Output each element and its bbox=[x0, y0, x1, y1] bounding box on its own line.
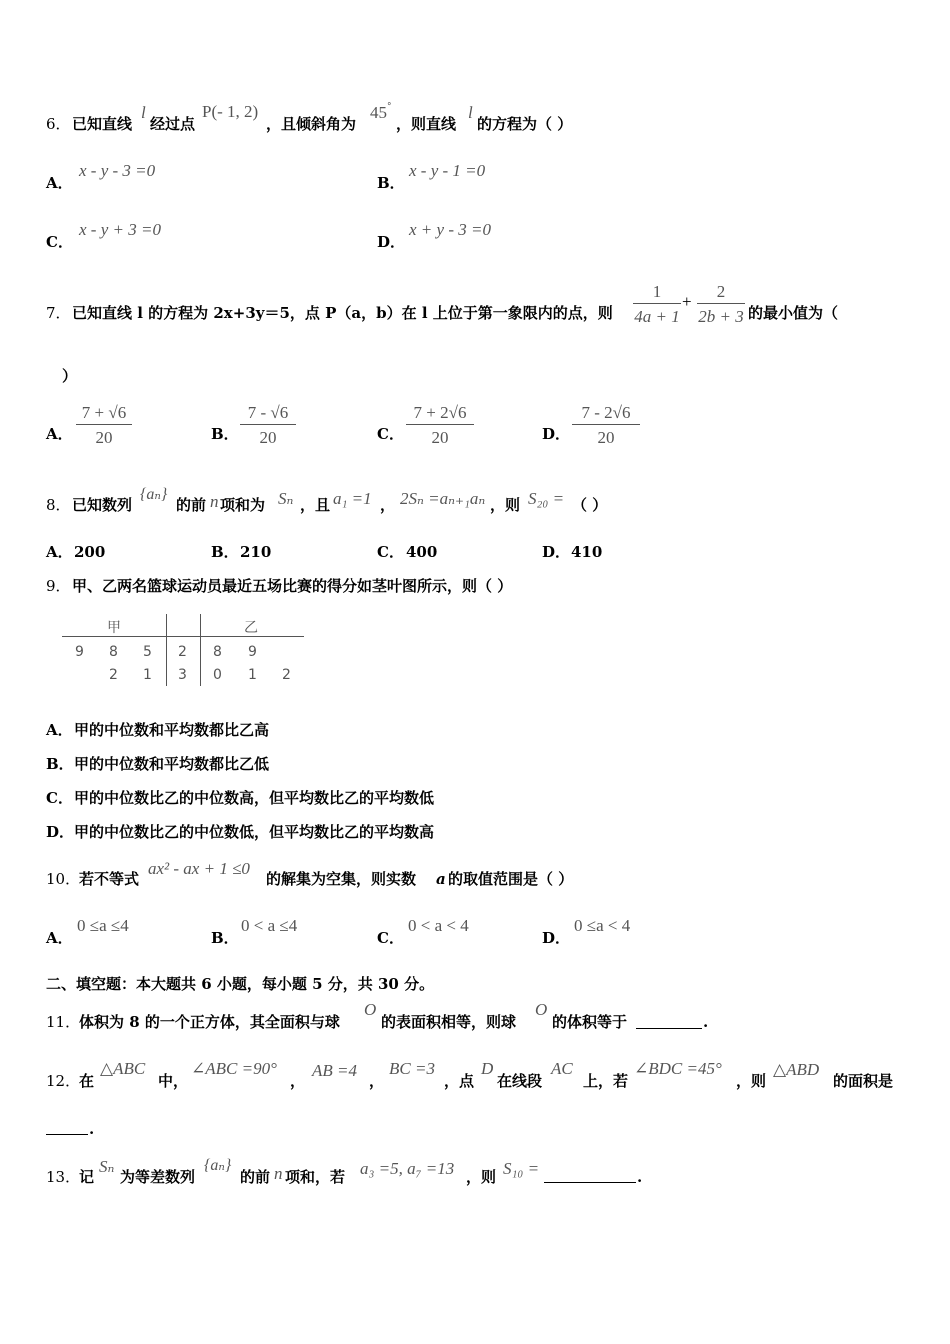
leaf-right: 1 bbox=[248, 667, 257, 683]
q13-text-3: 的前 bbox=[240, 1168, 271, 1186]
q7-option-c-label: C． bbox=[377, 425, 404, 443]
q12-text-2: 中， bbox=[158, 1072, 189, 1090]
plot-divider-right bbox=[200, 614, 201, 686]
fraction-bar bbox=[633, 303, 681, 304]
q7-close-paren: ） bbox=[62, 367, 78, 385]
q13-text-4: 项和，若 bbox=[285, 1168, 346, 1186]
q10-text-2: 的解集为空集，则实数 bbox=[266, 870, 417, 888]
q9-option-c-label: C． bbox=[46, 789, 73, 807]
q13-sequence: {aₙ} bbox=[204, 1157, 232, 1174]
fraction-bar bbox=[697, 303, 745, 304]
q8-option-d-label: D． bbox=[542, 543, 571, 561]
q6-option-b-expr: x - y - 1 =0 bbox=[409, 161, 486, 180]
q6-number: 6． bbox=[46, 115, 71, 133]
q7-option-b-num: 7 - √6 bbox=[247, 403, 289, 422]
fraction-bar bbox=[406, 424, 474, 425]
q7-text: 已知直线 l 的方程为 2x+3y＝5，点 P（a，b）在 l 上位于第一象限内的点，则 bbox=[72, 304, 613, 322]
q13-text-1: 记 bbox=[79, 1168, 95, 1186]
q9-option-b-text: 甲的中位数和平均数都比乙低 bbox=[74, 755, 270, 773]
q9-option-a-text: 甲的中位数和平均数都比乙高 bbox=[74, 721, 270, 739]
q8-n: n bbox=[210, 492, 219, 511]
q7-option-d-frac bbox=[572, 404, 640, 446]
q12-text-7: 的面积是 bbox=[833, 1072, 894, 1090]
q9-number: 9． bbox=[46, 577, 71, 595]
q12-text-1: 在 bbox=[79, 1072, 95, 1090]
q6-option-c-label: C． bbox=[46, 233, 73, 251]
q6-text-2: 经过点 bbox=[150, 115, 196, 133]
q6-text-3: ，且倾斜角为 bbox=[266, 115, 357, 133]
q7-number: 7． bbox=[46, 304, 71, 322]
q12-number: 12． bbox=[46, 1072, 81, 1090]
fraction-bar bbox=[76, 424, 132, 425]
q9-option-d-text: 甲的中位数比乙的中位数低，但平均数比乙的平均数高 bbox=[74, 823, 435, 841]
q9-text: 甲、乙两名篮球运动员最近五场比赛的得分如茎叶图所示，则（ ） bbox=[72, 577, 513, 595]
q9-option-a-label: A． bbox=[46, 721, 73, 739]
q12-d: D bbox=[481, 1059, 494, 1078]
q11-answer-blank[interactable] bbox=[636, 1014, 702, 1029]
q12-triangle: △ABC bbox=[100, 1059, 146, 1078]
q6-angle: 45 bbox=[370, 103, 387, 122]
q12-text-3: ，点 bbox=[444, 1072, 475, 1090]
q7-option-c-frac bbox=[406, 404, 474, 446]
q6-point: P(- 1, 2) bbox=[202, 102, 259, 121]
q10-option-d-label: D． bbox=[542, 929, 571, 947]
q8-relation: 2Sₙ =aₙ₊₁aₙ bbox=[400, 489, 486, 508]
q6-option-d-label: D． bbox=[377, 233, 406, 251]
q13-text-2: 为等差数列 bbox=[120, 1168, 196, 1186]
q9-option-c-text: 甲的中位数比乙的中位数高，但平均数比乙的平均数低 bbox=[74, 789, 435, 807]
q7-option-d-den: 20 bbox=[597, 428, 615, 447]
q6-option-a-label: A． bbox=[46, 174, 73, 192]
q13-s10: S₁₀ = bbox=[503, 1159, 540, 1178]
q8-text-6: （ ） bbox=[572, 496, 608, 514]
leaf-left: 2 bbox=[109, 667, 118, 683]
q7-option-a-den: 20 bbox=[95, 428, 113, 447]
q6-var-l: l bbox=[141, 103, 146, 122]
leaf-right: 8 bbox=[213, 644, 222, 660]
q12-comma-2: ， bbox=[369, 1072, 385, 1090]
q7-fraction-1 bbox=[633, 283, 681, 325]
q12-text-4: 在线段 bbox=[497, 1072, 543, 1090]
q12-angle-abc: ∠ABC =90° bbox=[191, 1059, 277, 1078]
q12-comma-1: ， bbox=[290, 1072, 306, 1090]
q7-option-c-num: 7 + 2√6 bbox=[413, 403, 467, 422]
q12-ac: AC bbox=[551, 1059, 573, 1078]
q7-plus: + bbox=[682, 292, 692, 311]
q7-option-b-label: B． bbox=[211, 425, 239, 443]
leaf-right: 2 bbox=[282, 667, 291, 683]
stem: 3 bbox=[178, 667, 187, 683]
q6-text-5: 的方程为（ ） bbox=[477, 115, 573, 133]
plot-header-right: 乙 bbox=[244, 620, 258, 636]
q11-text-2: 的表面积相等，则球 bbox=[381, 1013, 517, 1031]
q11-number: 11． bbox=[46, 1013, 81, 1031]
q11-text-1: 体积为 8 的一个正方体，其全面积与球 bbox=[79, 1013, 340, 1031]
q7-option-a-num: 7 + √6 bbox=[81, 403, 127, 422]
q7-option-c-den: 20 bbox=[431, 428, 449, 447]
q8-sn: Sₙ bbox=[278, 489, 294, 508]
q12-ab: AB =4 bbox=[312, 1061, 357, 1080]
q6-text-1: 已知直线 bbox=[72, 115, 133, 133]
q7-option-a-frac bbox=[76, 404, 132, 446]
plot-header-left: 甲 bbox=[107, 620, 121, 636]
q10-inequality: ax² - ax + 1 ≤0 bbox=[148, 859, 250, 878]
leaf-left: 5 bbox=[143, 644, 152, 660]
stem: 2 bbox=[178, 644, 187, 660]
q13-end: . bbox=[637, 1168, 643, 1186]
q11-o-2: O bbox=[535, 1000, 548, 1019]
q10-var-a: a bbox=[436, 870, 446, 888]
q7-option-b-frac bbox=[240, 404, 296, 446]
q8-text-4: ，且 bbox=[300, 496, 331, 514]
q13-sn: Sₙ bbox=[99, 1157, 115, 1176]
q8-number: 8． bbox=[46, 496, 71, 514]
q13-condition: a₃ =5, a₇ =13 bbox=[360, 1159, 455, 1178]
q10-option-c-label: C． bbox=[377, 929, 404, 947]
q7-frac2-num: 2 bbox=[716, 282, 726, 301]
q8-text-2: 的前 bbox=[176, 496, 207, 514]
q8-sequence: {aₙ} bbox=[140, 486, 168, 503]
leaf-left: 1 bbox=[143, 667, 152, 683]
q6-option-a-expr: x - y - 3 =0 bbox=[79, 161, 156, 180]
q12-triangle-2: △ABD bbox=[773, 1060, 820, 1079]
q8-option-b-label: B． bbox=[211, 543, 239, 561]
q8-option-d-value: 410 bbox=[571, 543, 603, 561]
q12-text-6: ，则 bbox=[736, 1072, 767, 1090]
q7-fraction-2 bbox=[697, 283, 745, 325]
leaf-left: 8 bbox=[109, 644, 118, 660]
q8-text-5: ，则 bbox=[490, 496, 521, 514]
q10-number: 10． bbox=[46, 870, 81, 888]
fraction-bar bbox=[572, 424, 640, 425]
q8-a1: a₁ =1 bbox=[333, 489, 372, 508]
leaf-left: 9 bbox=[75, 644, 84, 660]
q7-option-a-label: A． bbox=[46, 425, 73, 443]
q12-answer-blank[interactable] bbox=[46, 1120, 88, 1135]
q8-option-c-value: 400 bbox=[406, 543, 438, 561]
q13-number: 13． bbox=[46, 1168, 81, 1186]
q6-text-4: ，则直线 bbox=[396, 115, 457, 133]
q10-text-1: 若不等式 bbox=[79, 870, 140, 888]
q8-option-a-label: A． bbox=[46, 543, 73, 561]
plot-header-rule bbox=[62, 636, 304, 637]
leaf-right: 9 bbox=[248, 644, 257, 660]
q7-tail: 的最小值为（ bbox=[748, 304, 839, 322]
q6-option-d-expr: x + y - 3 =0 bbox=[409, 220, 491, 239]
q8-comma: ， bbox=[380, 496, 396, 514]
q10-option-a-expr: 0 ≤a ≤4 bbox=[77, 916, 129, 935]
q10-option-b-expr: 0 < a ≤4 bbox=[241, 916, 298, 935]
q10-option-c-expr: 0 < a < 4 bbox=[408, 916, 469, 935]
q10-option-b-label: B． bbox=[211, 929, 239, 947]
fraction-bar bbox=[240, 424, 296, 425]
q7-option-d-num: 7 - 2√6 bbox=[581, 403, 631, 422]
q12-bc: BC =3 bbox=[389, 1059, 435, 1078]
q7-frac2-den: 2b + 3 bbox=[698, 307, 744, 326]
q8-text-3: 项和为 bbox=[220, 496, 266, 514]
q13-n: n bbox=[274, 1164, 283, 1183]
q9-option-d-label: D． bbox=[46, 823, 75, 841]
q12-end: . bbox=[89, 1120, 95, 1138]
q10-text-3: 的取值范围是（ ） bbox=[448, 870, 574, 888]
q10-option-a-label: A． bbox=[46, 929, 73, 947]
q6-degree-icon: ° bbox=[387, 102, 392, 112]
q8-s20: S₂₀ = bbox=[528, 489, 565, 508]
q13-answer-blank[interactable] bbox=[544, 1168, 636, 1183]
q11-end: . bbox=[703, 1013, 709, 1031]
q12-text-5: 上，若 bbox=[583, 1072, 629, 1090]
q8-option-a-value: 200 bbox=[74, 543, 106, 561]
q11-text-3: 的体积等于 bbox=[552, 1013, 628, 1031]
q10-option-d-expr: 0 ≤a < 4 bbox=[574, 916, 631, 935]
q7-frac1-num: 1 bbox=[652, 282, 662, 301]
q11-o: O bbox=[364, 1000, 377, 1019]
q7-frac1-den: 4a + 1 bbox=[634, 307, 680, 326]
q7-option-b-den: 20 bbox=[259, 428, 277, 447]
q13-text-5: ，则 bbox=[466, 1168, 497, 1186]
q7-option-d-label: D． bbox=[542, 425, 571, 443]
q9-option-b-label: B． bbox=[46, 755, 74, 773]
leaf-right: 0 bbox=[213, 667, 222, 683]
q8-text-1: 已知数列 bbox=[72, 496, 133, 514]
q6-option-c-expr: x - y + 3 =0 bbox=[79, 220, 161, 239]
section-heading: 二、填空题：本大题共 6 小题，每小题 5 分，共 30 分。 bbox=[46, 975, 435, 993]
q6-option-b-label: B． bbox=[377, 174, 405, 192]
q8-option-c-label: C． bbox=[377, 543, 404, 561]
plot-divider-left bbox=[166, 614, 167, 686]
q8-option-b-value: 210 bbox=[240, 543, 272, 561]
q12-angle-bdc: ∠BDC =45° bbox=[634, 1059, 722, 1078]
q6-var-l-2: l bbox=[468, 103, 473, 122]
